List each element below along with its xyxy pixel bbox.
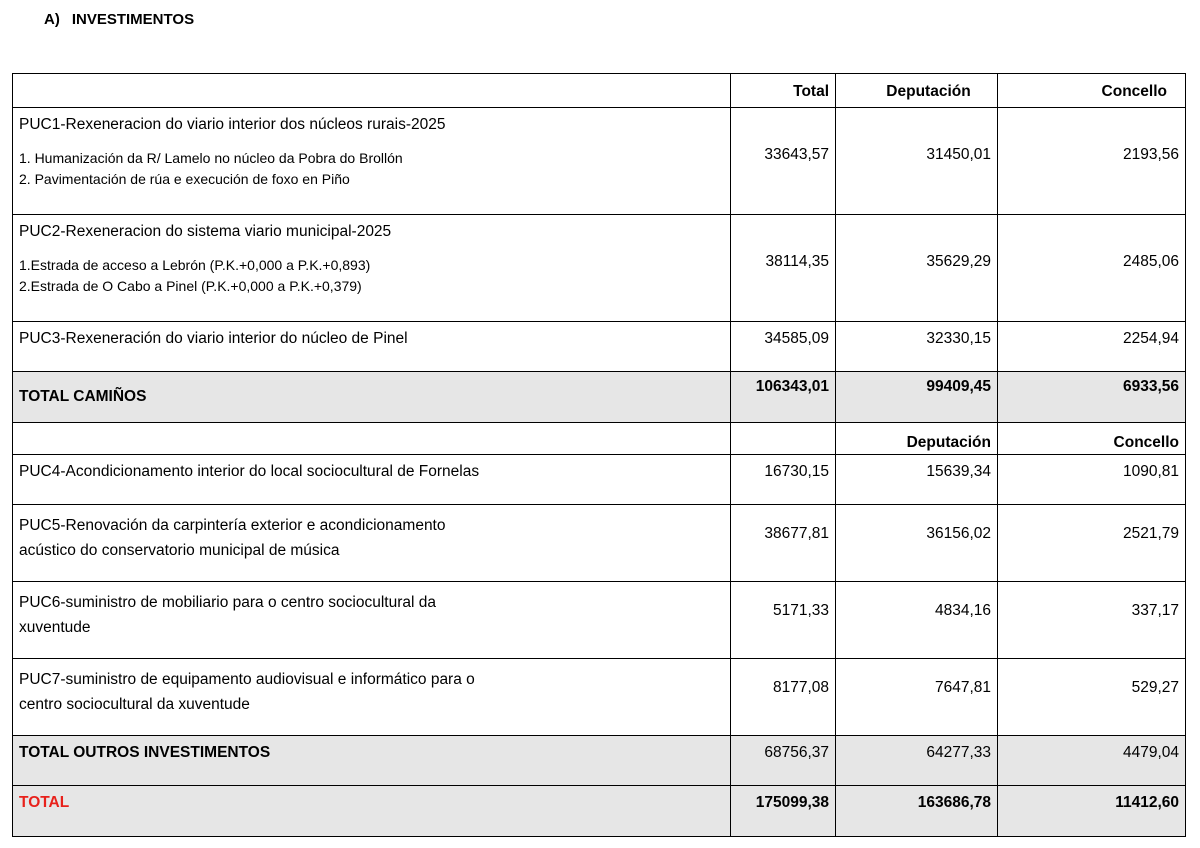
row-description [13,215,731,322]
table-row-puc3 [13,322,1186,372]
table-subheader-row [13,423,1186,455]
table-row-grand-total [13,786,1186,837]
section-letter: A) [44,11,60,28]
cell-concello: 1090,81 [998,455,1186,505]
table-header-row [13,74,1186,108]
cell-deputacion: 15639,34 [836,455,998,505]
row-description [13,582,731,659]
row-title: PUC5-Renovación da carpintería exterior e acondicionamento [19,517,446,534]
header-deputacion: Deputación [836,74,998,108]
row-description [13,659,731,736]
cell-total: 33643,57 [731,108,836,215]
cell-total: 38114,35 [731,215,836,322]
row-title-continued: acústico do conservatorio municipal de música [19,542,340,559]
row-title: PUC3-Rexeneración do viario interior do núcleo de Pinel [19,330,408,347]
table-row-puc1 [13,108,1186,215]
row-description [13,322,731,372]
table-row-puc2 [13,215,1186,322]
row-description [13,455,731,505]
cell-total: 16730,15 [731,455,836,505]
total-caminos-label: TOTAL CAMIÑOS [13,372,731,423]
cell-deputacion: 99409,45 [836,372,998,423]
investments-table [12,73,1186,837]
subheader-deputacion: Deputación [836,423,998,455]
table-row-total-outros [13,736,1186,786]
row-title: PUC6-suministro de mobiliario para o centro sociocultural da [19,594,436,611]
table-row-puc7 [13,659,1186,736]
row-subitem: 1. Humanización da R/ Lamelo no núcleo da Pobra do Brollón [19,150,403,166]
cell-concello: 11412,60 [998,786,1186,837]
row-subitem: 2. Pavimentación de rúa e execución de foxo en Piño [19,171,350,187]
table-row-puc4 [13,455,1186,505]
total-outros-label: TOTAL OUTROS INVESTIMENTOS [13,736,731,786]
cell-total: 5171,33 [731,582,836,659]
header-total: Total [731,74,836,108]
cell-total: 38677,81 [731,505,836,582]
cell-total: 106343,01 [731,372,836,423]
cell-total: 8177,08 [731,659,836,736]
row-description [13,108,731,215]
row-title: PUC1-Rexeneracion do viario interior dos núcleos rurais-2025 [19,116,446,133]
row-title: PUC2-Rexeneracion do sistema viario municipal-2025 [19,223,392,240]
table-row-puc5 [13,505,1186,582]
row-subitem: 1.Estrada de acceso a Lebrón (P.K.+0,000 a P.K.+0,893) [19,257,371,273]
row-title: PUC7-suministro de equipamento audiovisual e informático para o [19,671,475,688]
cell-total: 68756,37 [731,736,836,786]
section-title: INVESTIMENTOS [71,11,195,28]
header-concello: Concello [998,74,1186,108]
cell-deputacion: 4834,16 [836,582,998,659]
cell-concello: 2485,06 [998,215,1186,322]
cell-deputacion: 35629,29 [836,215,998,322]
cell-concello: 529,27 [998,659,1186,736]
row-description [13,505,731,582]
cell-total: 34585,09 [731,322,836,372]
row-title-continued: xuventude [19,619,91,636]
subheader-concello: Concello [998,423,1186,455]
grand-total-label-cell [13,786,731,837]
cell-deputacion: 36156,02 [836,505,998,582]
grand-total-label: TOTAL [19,794,70,811]
section-heading [44,11,194,28]
cell-concello: 2193,56 [998,108,1186,215]
cell-deputacion: 31450,01 [836,108,998,215]
cell-concello: 337,17 [998,582,1186,659]
cell-deputacion: 163686,78 [836,786,998,837]
subheader-empty-cell [731,423,836,455]
row-title-continued: centro sociocultural da xuventude [19,696,250,713]
table-row-total-caminos [13,372,1186,423]
subheader-empty-cell [13,423,731,455]
cell-concello: 6933,56 [998,372,1186,423]
header-empty-cell [13,74,731,108]
row-title: PUC4-Acondicionamento interior do local sociocultural de Fornelas [19,463,480,480]
table-row-puc6 [13,582,1186,659]
cell-concello: 2254,94 [998,322,1186,372]
cell-deputacion: 7647,81 [836,659,998,736]
cell-concello: 4479,04 [998,736,1186,786]
cell-deputacion: 32330,15 [836,322,998,372]
cell-concello: 2521,79 [998,505,1186,582]
cell-total: 175099,38 [731,786,836,837]
cell-deputacion: 64277,33 [836,736,998,786]
row-subitem: 2.Estrada de O Cabo a Pinel (P.K.+0,000 a P.K.+0,379) [19,278,362,294]
